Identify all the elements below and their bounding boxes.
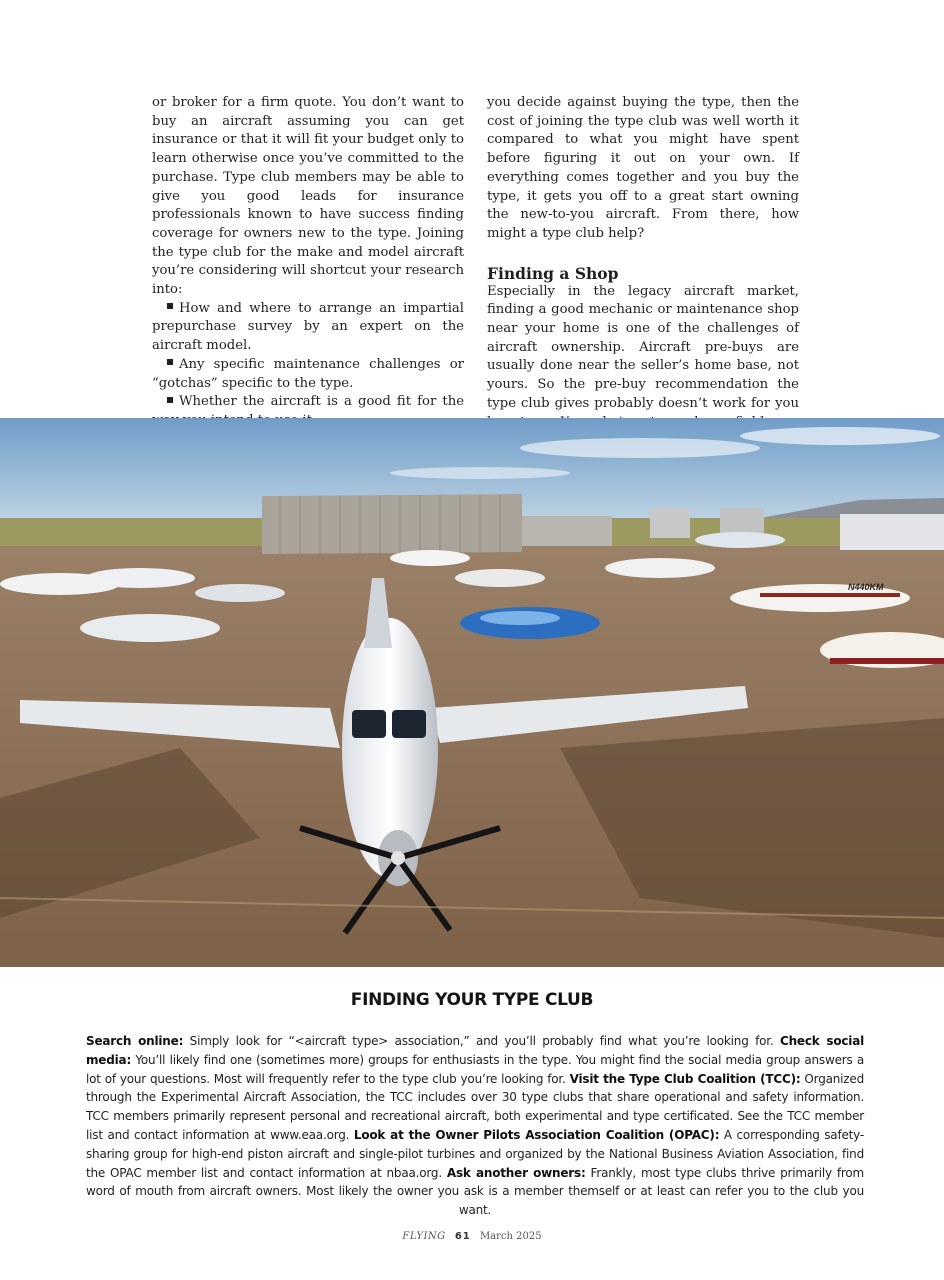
sidebar-body: [86, 1032, 864, 1220]
section-subhead: Finding a Shop: [487, 263, 619, 283]
bullet-item-2: Any specific maintenance challenges or “gotchas” specific to the type.: [152, 356, 464, 391]
aircraft-ramp-photo: [0, 418, 944, 967]
page-footer: [0, 1231, 944, 1242]
square-bullet-icon: [167, 303, 173, 309]
sidebar-title: FINDING YOUR TYPE CLUB: [350, 990, 594, 1010]
magazine-name: FLYING: [402, 1231, 446, 1242]
sidebar-label-search-online: Search online:: [86, 1034, 184, 1048]
cloud: [520, 438, 760, 458]
bullet-item-3: Whether the aircraft is a good fit for the: [152, 393, 464, 430]
terminal-building: [522, 516, 612, 546]
sidebar-label-tcc: Visit the Type Club Coalition (TCC):: [569, 1071, 801, 1086]
square-bullet-icon: [167, 397, 173, 403]
bullet-item-1: How and where to arrange an impartial prepurchase survey by an expert on the aircraft model.: [152, 300, 464, 354]
article-right-column: [487, 94, 799, 432]
sidebar-text-opac: A corresponding safety-sharing group for high-end piston aircraft and single-pilot turbines and organized by the National Business Aviation Association, find the OPAC member list and contact information at nbaa.org.: [86, 1127, 864, 1180]
sidebar-label-ask-owners: Ask another owners:: [446, 1165, 586, 1180]
aircraft-ramp-illustration: [0, 418, 944, 967]
hangar: [262, 494, 522, 554]
right-paragraph-2: Especially in the legacy aircraft market, finding a good mechanic or maintenance shop near your home is one of the challenges of aircraft ownership. Aircraft pre-buys are usually done near the seller’s home base, not yours. So the pre-buy recommendation the type club gives probably doesn’t work for you: [487, 283, 799, 411]
sidebar-label-social-media: Check social media:: [86, 1034, 865, 1067]
sidebar-label-opac: Look at the Owner Pilots Association Coalition (OPAC):: [353, 1127, 720, 1142]
sidebar-text-search-online: Simply look for “<aircraft type> association,” and you’ll probably find what you’re looking for.: [183, 1034, 780, 1048]
cloud: [390, 467, 570, 479]
article-left-column: [152, 94, 464, 468]
hangar-building-right: [840, 514, 944, 550]
sidebar-text-tcc: Organized through the Experimental Aircraft Association, the TCC includes over 30 type clubs that share operational and safety information. TCC members primarily represent personal and recreational aircraft, both experimental and type certificated. See the TCC member list and contact information at www.eaa.org.: [86, 1071, 865, 1142]
fuel-tank: [650, 508, 690, 538]
cloud: [740, 427, 940, 445]
left-paragraph-1: or broker for a firm quote. You don’t want to buy an aircraft assuming you can get insurance or that it will fit your budget only to learn otherwise once you’ve committed to the purchase. Type club members may be able to give you good leads for insurance professionals known to have success finding coverage for owners new to the type. Joining the type club for the make and model aircraft you’re considering will shortcut your research into:: [152, 95, 464, 298]
issue-date: March 2025: [479, 1231, 542, 1242]
sidebar-text-social-media: You’ll likely find one (sometimes more) groups for enthusiasts in the type. You might find the social media group answers a lot of your questions. Most will frequently refer to the type club you’re looking for.: [86, 1052, 864, 1086]
tail-number: N440KM: [848, 582, 884, 592]
right-paragraph-1: you decide against buying the type, then the cost of joining the type club was well worth it compared to what you might have spent before figuring it out on your own. If everything comes together and you buy the type, it gets you off to a great start owning the new-to-you aircraft. From there, how might a type club help?: [487, 95, 799, 241]
sidebar-text-ask-owners: Frankly, most type clubs thrive primarily from word of mouth from aircraft owners. Most likely the owner you ask is a member themself or at least can refer you to the club you want.: [86, 1165, 865, 1218]
page-number: 61: [454, 1231, 471, 1242]
square-bullet-icon: [167, 359, 173, 365]
